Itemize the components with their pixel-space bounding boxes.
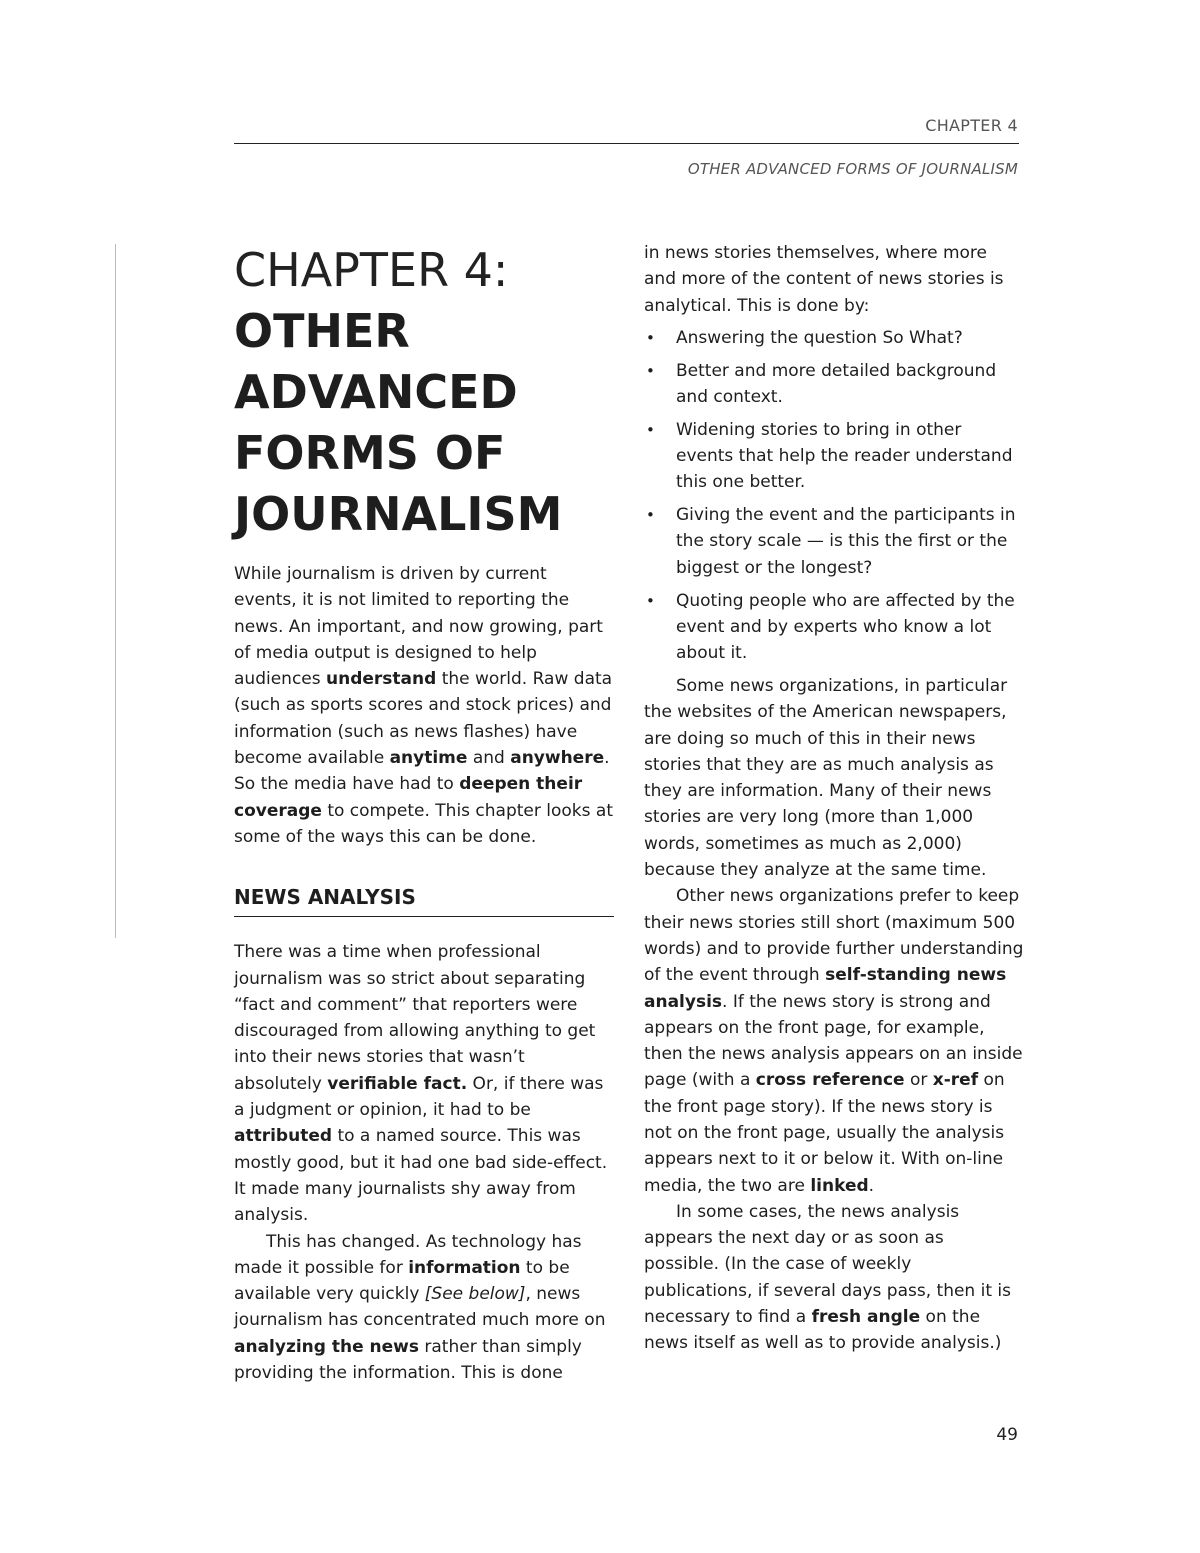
list-item: • Widening stories to bring in other events that help the reader understand this one better. bbox=[644, 417, 1024, 496]
bullet-icon: • bbox=[646, 420, 655, 439]
chapter-title-line: OTHER bbox=[234, 304, 410, 358]
margin-line bbox=[115, 244, 116, 938]
body-paragraph: in news stories themselves, where more and more of the content of news stories is analytical. This is done by: bbox=[644, 243, 1004, 316]
chapter-title-line: FORMS OF bbox=[234, 426, 506, 480]
chapter-title-line: JOURNALISM bbox=[234, 487, 563, 541]
bullet-icon: • bbox=[646, 361, 655, 380]
chapter-title-line: ADVANCED bbox=[234, 365, 518, 419]
bullet-icon: • bbox=[646, 328, 655, 347]
left-column bbox=[234, 240, 614, 1386]
chapter-title bbox=[234, 240, 614, 545]
chapter-number: CHAPTER 4: bbox=[234, 243, 509, 297]
page-number: 49 bbox=[996, 1425, 1018, 1445]
bullet-icon: • bbox=[646, 506, 655, 525]
list-item: • Quoting people who are affected by the event and by experts who know a lot about it. bbox=[644, 588, 1024, 667]
list-item: • Giving the event and the participants in the story scale — is this the first or the biggest or the longest? bbox=[644, 502, 1024, 581]
right-column bbox=[644, 240, 1024, 1357]
body-paragraph: Other news organizations prefer to keep their news stories still short (maximum 500 words) and to provide further understanding of the event through self-standing news analysis. If the news story is strong and appears on the front page, for example, then the news analysis appears on an inside page (with a cross reference or x-ref on the front page story). If the news story is not on the front page, usually the analysis appears next to it or below it. With on-line media, the two are linked. bbox=[644, 886, 1024, 1196]
running-head: CHAPTER 4 bbox=[925, 116, 1018, 135]
body-paragraph: Some news organizations, in particular the websites of the American newspapers, are doing so much of this in their news stories that they are as much analysis as they are information. Many of their news stories are very long (more than 1,000 words, sometimes as much as 2,000) because they analyze at the same time. bbox=[644, 675, 1008, 881]
bullet-list bbox=[644, 325, 1024, 667]
header-rule bbox=[234, 143, 1019, 144]
bullet-icon: • bbox=[646, 591, 655, 610]
body-paragraph: This has changed. As technology has made it possible for information to be available very quickly [See below], news journalism has concentrated much more on analyzing the news rather than simply providing the information. This is done bbox=[234, 1231, 606, 1384]
body-paragraph: In some cases, the news analysis appears the next day or as soon as possible. (In the case of weekly publications, if several days pass, then it is necessary to find a fresh angle on the news itself as well as to provide analysis.) bbox=[644, 1201, 1011, 1354]
running-subhead: OTHER ADVANCED FORMS OF JOURNALISM bbox=[687, 160, 1018, 178]
body-paragraph: There was a time when professional journalism was so strict about separating “fact and comment” that reporters were discouraged from allowing anything to get into their news stories that wasn’t absolutely verifiable fact. Or, if there was a judgment or opinion, it had to be attributed to a named source. This was mostly good, but it had one bad side-effect. It made many journalists shy away from analysis. bbox=[234, 942, 608, 1226]
list-item: • Better and more detailed background and context. bbox=[644, 358, 1024, 411]
list-item: • Answering the question So What? bbox=[644, 325, 1024, 351]
section-heading: NEWS ANALYSIS bbox=[234, 880, 614, 917]
intro-paragraph: While journalism is driven by current events, it is not limited to reporting the news. An important, and now growing, part of media output is designed to help audiences understand the world. Raw data (such as sports scores and stock prices) and information (such as news flashes) have become available anytime and anywhere. So the media have had to deepen their coverage to compete. This chapter looks at some of the ways this can be done. bbox=[234, 564, 613, 847]
